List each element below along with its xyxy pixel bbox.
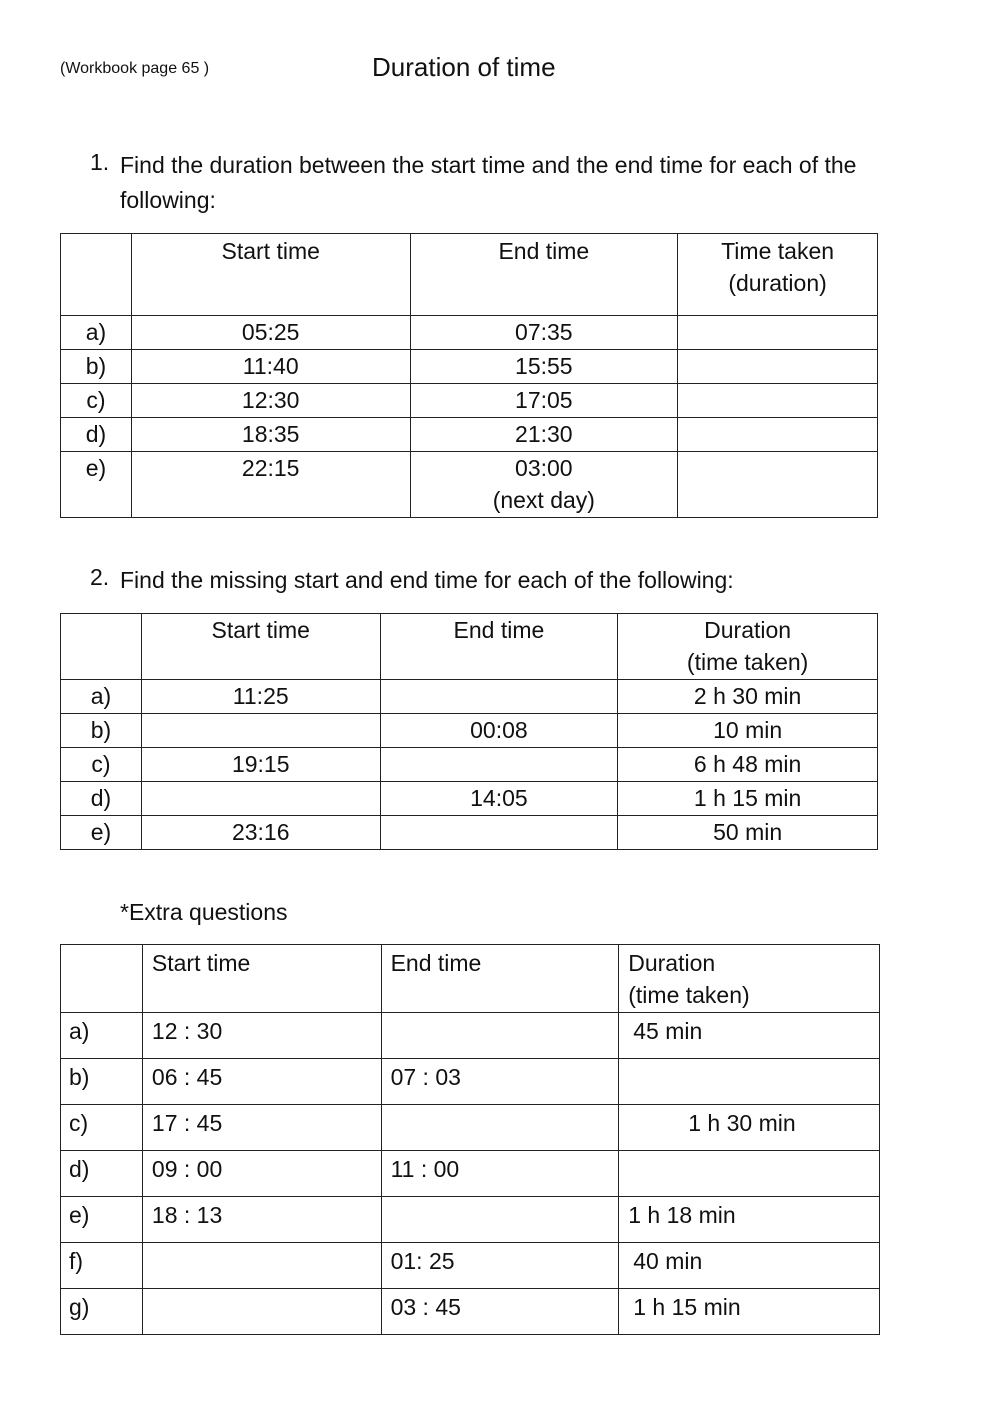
start-time-cell: 05:25 (131, 316, 410, 350)
duration-cell: 2 h 30 min (618, 680, 878, 714)
header-time-taken-line2: (duration) (728, 270, 827, 296)
table-row (61, 418, 878, 452)
duration-answer-cell[interactable] (678, 316, 878, 350)
table-row (61, 1243, 880, 1289)
start-time-cell: 12:30 (131, 384, 410, 418)
missing-times-table (60, 613, 878, 850)
question-2-number: 2. (90, 564, 110, 590)
duration-answer-cell[interactable] (678, 452, 878, 518)
end-time-cell (410, 452, 678, 518)
start-time-cell[interactable]: 09 : 00 (142, 1151, 381, 1197)
header-label-cell (61, 614, 142, 680)
question-1-number: 1. (90, 149, 110, 175)
table-row (61, 680, 878, 714)
end-time-cell[interactable] (380, 816, 618, 850)
header-end-time: End time (381, 945, 619, 1013)
row-label: d) (61, 418, 132, 452)
duration-cell: 50 min (618, 816, 878, 850)
start-time-cell[interactable] (141, 714, 380, 748)
header-duration-line2: (time taken) (628, 982, 750, 1008)
start-time-cell: 22:15 (131, 452, 410, 518)
page-title: Duration of time (372, 52, 556, 82)
question-1-text-line2: following: (120, 187, 216, 213)
header-duration-line1: Duration (628, 950, 716, 976)
end-time-cell[interactable] (381, 1197, 619, 1243)
end-time-cell[interactable] (380, 748, 618, 782)
header-end-time: End time (410, 234, 678, 316)
start-time-cell[interactable] (142, 1289, 381, 1335)
header-start-time: Start time (141, 614, 380, 680)
end-time-cell: 21:30 (410, 418, 678, 452)
start-time-cell[interactable]: 18 : 13 (142, 1197, 381, 1243)
extra-questions-heading: *Extra questions (120, 899, 288, 925)
end-time-cell[interactable]: 07 : 03 (381, 1059, 619, 1105)
duration-cell[interactable] (619, 1151, 880, 1197)
row-label: a) (61, 1013, 143, 1059)
table-row (61, 452, 878, 518)
table-header-row (61, 614, 878, 680)
end-time-cell[interactable]: 01: 25 (381, 1243, 619, 1289)
row-label: f) (61, 1243, 143, 1289)
row-label: a) (61, 680, 142, 714)
table-row (61, 316, 878, 350)
end-time-cell[interactable]: 11 : 00 (381, 1151, 619, 1197)
table-header-row (61, 234, 878, 316)
row-label: g) (61, 1289, 143, 1335)
duration-cell: 6 h 48 min (618, 748, 878, 782)
row-label: e) (61, 452, 132, 518)
start-time-cell[interactable] (141, 782, 380, 816)
table-row (61, 384, 878, 418)
row-label: e) (61, 1197, 143, 1243)
row-label: b) (61, 350, 132, 384)
end-time-cell: 07:35 (410, 316, 678, 350)
end-time-cell[interactable] (380, 680, 618, 714)
question-1-text-line1: Find the duration between the start time and the end time for each of the (120, 152, 857, 178)
start-time-cell: 11:40 (131, 350, 410, 384)
header-end-time: End time (380, 614, 618, 680)
header-time-taken (678, 234, 878, 316)
table-row (61, 782, 878, 816)
extra-questions-table (60, 944, 880, 1335)
duration-cell[interactable]: 1 h 15 min (619, 1289, 880, 1335)
start-time-cell[interactable]: 06 : 45 (142, 1059, 381, 1105)
row-label: b) (61, 1059, 143, 1105)
duration-cell[interactable]: 40 min (619, 1243, 880, 1289)
header-start-time: Start time (131, 234, 410, 316)
table-row (61, 350, 878, 384)
header-duration (618, 614, 878, 680)
row-label: c) (61, 384, 132, 418)
end-time-cell: 17:05 (410, 384, 678, 418)
end-time-value: 03:00 (515, 455, 573, 481)
header-label-cell (61, 945, 143, 1013)
start-time-cell[interactable]: 19:15 (141, 748, 380, 782)
workbook-page-note: (Workbook page 65 ) (60, 60, 210, 77)
start-time-cell: 18:35 (131, 418, 410, 452)
end-time-cell[interactable]: 00:08 (380, 714, 618, 748)
row-label: b) (61, 714, 142, 748)
duration-answer-cell[interactable] (678, 384, 878, 418)
duration-cell[interactable]: 45 min (619, 1013, 880, 1059)
start-time-cell[interactable] (142, 1243, 381, 1289)
row-label: a) (61, 316, 132, 350)
table-row (61, 1289, 880, 1335)
end-time-cell[interactable]: 03 : 45 (381, 1289, 619, 1335)
question-2-text: Find the missing start and end time for each of the following: (120, 567, 734, 593)
table-row (61, 1059, 880, 1105)
header-label-cell (61, 234, 132, 316)
header-duration (619, 945, 880, 1013)
table-row (61, 1013, 880, 1059)
header-duration-line2: (time taken) (686, 649, 809, 675)
duration-table (60, 233, 878, 518)
table-row (61, 748, 878, 782)
end-time-cell: 15:55 (410, 350, 678, 384)
table-row (61, 1151, 880, 1197)
start-time-cell[interactable]: 17 : 45 (142, 1105, 381, 1151)
end-time-note: (next day) (492, 487, 595, 513)
header-start-time: Start time (142, 945, 381, 1013)
duration-answer-cell[interactable] (678, 350, 878, 384)
end-time-cell[interactable] (381, 1105, 619, 1151)
duration-cell: 1 h 15 min (618, 782, 878, 816)
start-time-cell[interactable]: 12 : 30 (142, 1013, 381, 1059)
table-row (61, 1197, 880, 1243)
row-label: d) (61, 1151, 143, 1197)
start-time-cell[interactable]: 11:25 (141, 680, 380, 714)
table-row (61, 1105, 880, 1151)
row-label: c) (61, 748, 142, 782)
duration-answer-cell[interactable] (678, 418, 878, 452)
end-time-cell[interactable]: 14:05 (380, 782, 618, 816)
duration-cell[interactable] (619, 1059, 880, 1105)
header-time-taken-line1: Time taken (721, 238, 835, 264)
row-label: c) (61, 1105, 143, 1151)
row-label: e) (61, 816, 142, 850)
table-header-row (61, 945, 880, 1013)
end-time-cell[interactable] (381, 1013, 619, 1059)
duration-cell: 10 min (618, 714, 878, 748)
duration-cell[interactable]: 1 h 30 min (619, 1105, 880, 1151)
table-row (61, 714, 878, 748)
start-time-cell[interactable]: 23:16 (141, 816, 380, 850)
header-duration-line1: Duration (704, 617, 792, 643)
duration-cell[interactable]: 1 h 18 min (619, 1197, 880, 1243)
table-row (61, 816, 878, 850)
row-label: d) (61, 782, 142, 816)
